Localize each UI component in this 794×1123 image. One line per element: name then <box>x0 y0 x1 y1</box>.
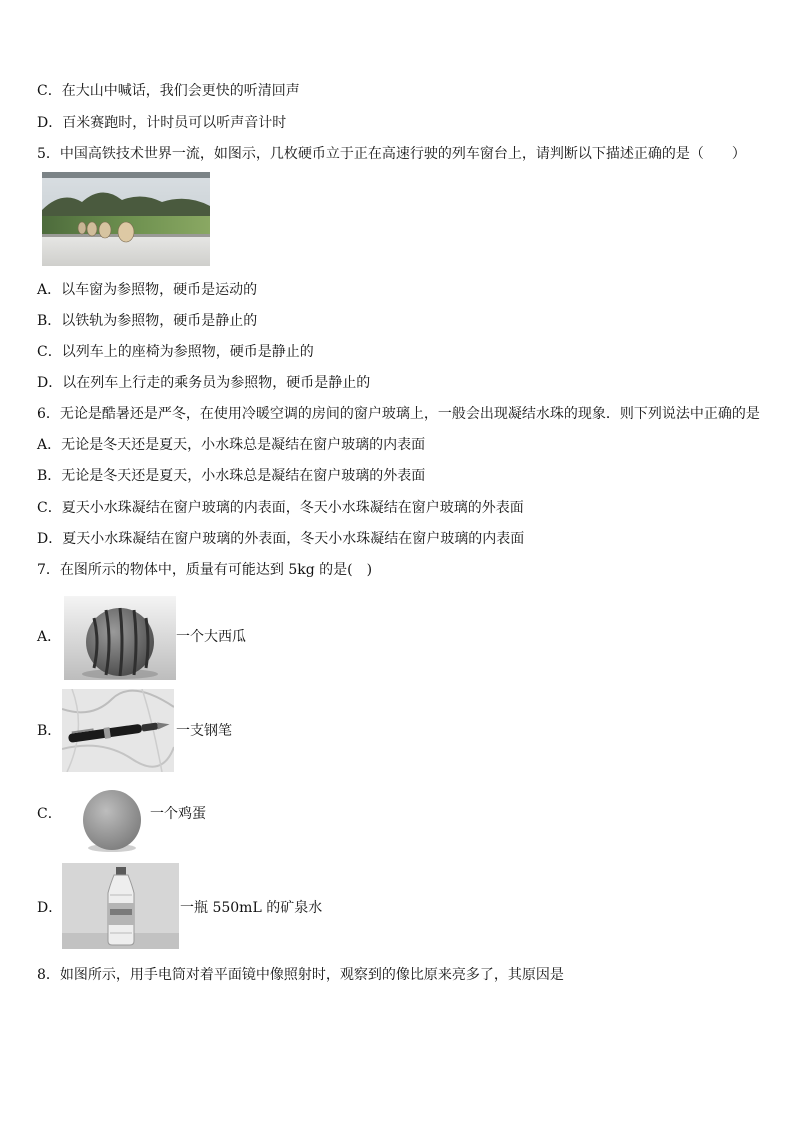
q5-stem: 5．中国高铁技术世界一流，如图示，几枚硬币立于正在高速行驶的列车窗台上，请判断以下描述正确的是（ ） <box>37 146 746 162</box>
egg-photo <box>76 778 148 854</box>
train-window-coins-photo <box>42 172 210 266</box>
water-bottle-photo <box>62 863 179 949</box>
q6-option-b: B．无论是冬天还是夏天，小水珠总是凝结在窗户玻璃的外表面 <box>37 468 426 484</box>
q4-option-c: C．在大山中喊话，我们会更快的听清回声 <box>37 83 300 99</box>
q7-option-b-caption: 一支钢笔 <box>176 723 232 739</box>
q7-option-b-letter: B． <box>37 723 62 739</box>
q6-option-c: C．夏天小水珠凝结在窗户玻璃的内表面，冬天小水珠凝结在窗户玻璃的外表面 <box>37 500 524 516</box>
q5-option-a: A．以车窗为参照物，硬币是运动的 <box>37 282 258 298</box>
q5-option-b: B．以铁轨为参照物，硬币是静止的 <box>37 313 258 329</box>
q6-option-d: D．夏天小水珠凝结在窗户玻璃的外表面，冬天小水珠凝结在窗户玻璃的内表面 <box>37 531 525 547</box>
q7-option-c-letter: C． <box>37 806 62 822</box>
q5-option-c: C．以列车上的座椅为参照物，硬币是静止的 <box>37 344 314 360</box>
q7-option-a-letter: A． <box>37 629 62 645</box>
fountain-pen-photo <box>62 689 174 772</box>
q7-option-c-caption: 一个鸡蛋 <box>150 806 206 822</box>
q6-option-a: A．无论是冬天还是夏天，小水珠总是凝结在窗户玻璃的内表面 <box>37 437 426 453</box>
q5-option-d: D．以在列车上行走的乘务员为参照物，硬币是静止的 <box>37 375 371 391</box>
q6-stem: 6．无论是酷暑还是严冬，在使用冷暖空调的房间的窗户玻璃上，一般会出现凝结水珠的现象．则下列说法中正确的是 <box>37 406 760 422</box>
q7-option-d-caption: 一瓶 550mL 的矿泉水 <box>180 900 323 916</box>
q8-stem: 8．如图所示，用手电筒对着平面镜中像照射时，观察到的像比原来亮多了，其原因是 <box>37 967 564 983</box>
q7-stem: 7．在图所示的物体中，质量有可能达到 5kg 的是( ) <box>37 562 373 578</box>
q7-option-a-caption: 一个大西瓜 <box>176 629 246 645</box>
q4-option-d: D．百米赛跑时，计时员可以听声音计时 <box>37 115 287 131</box>
q7-option-d-letter: D． <box>37 900 63 916</box>
watermelon-photo <box>64 596 176 680</box>
